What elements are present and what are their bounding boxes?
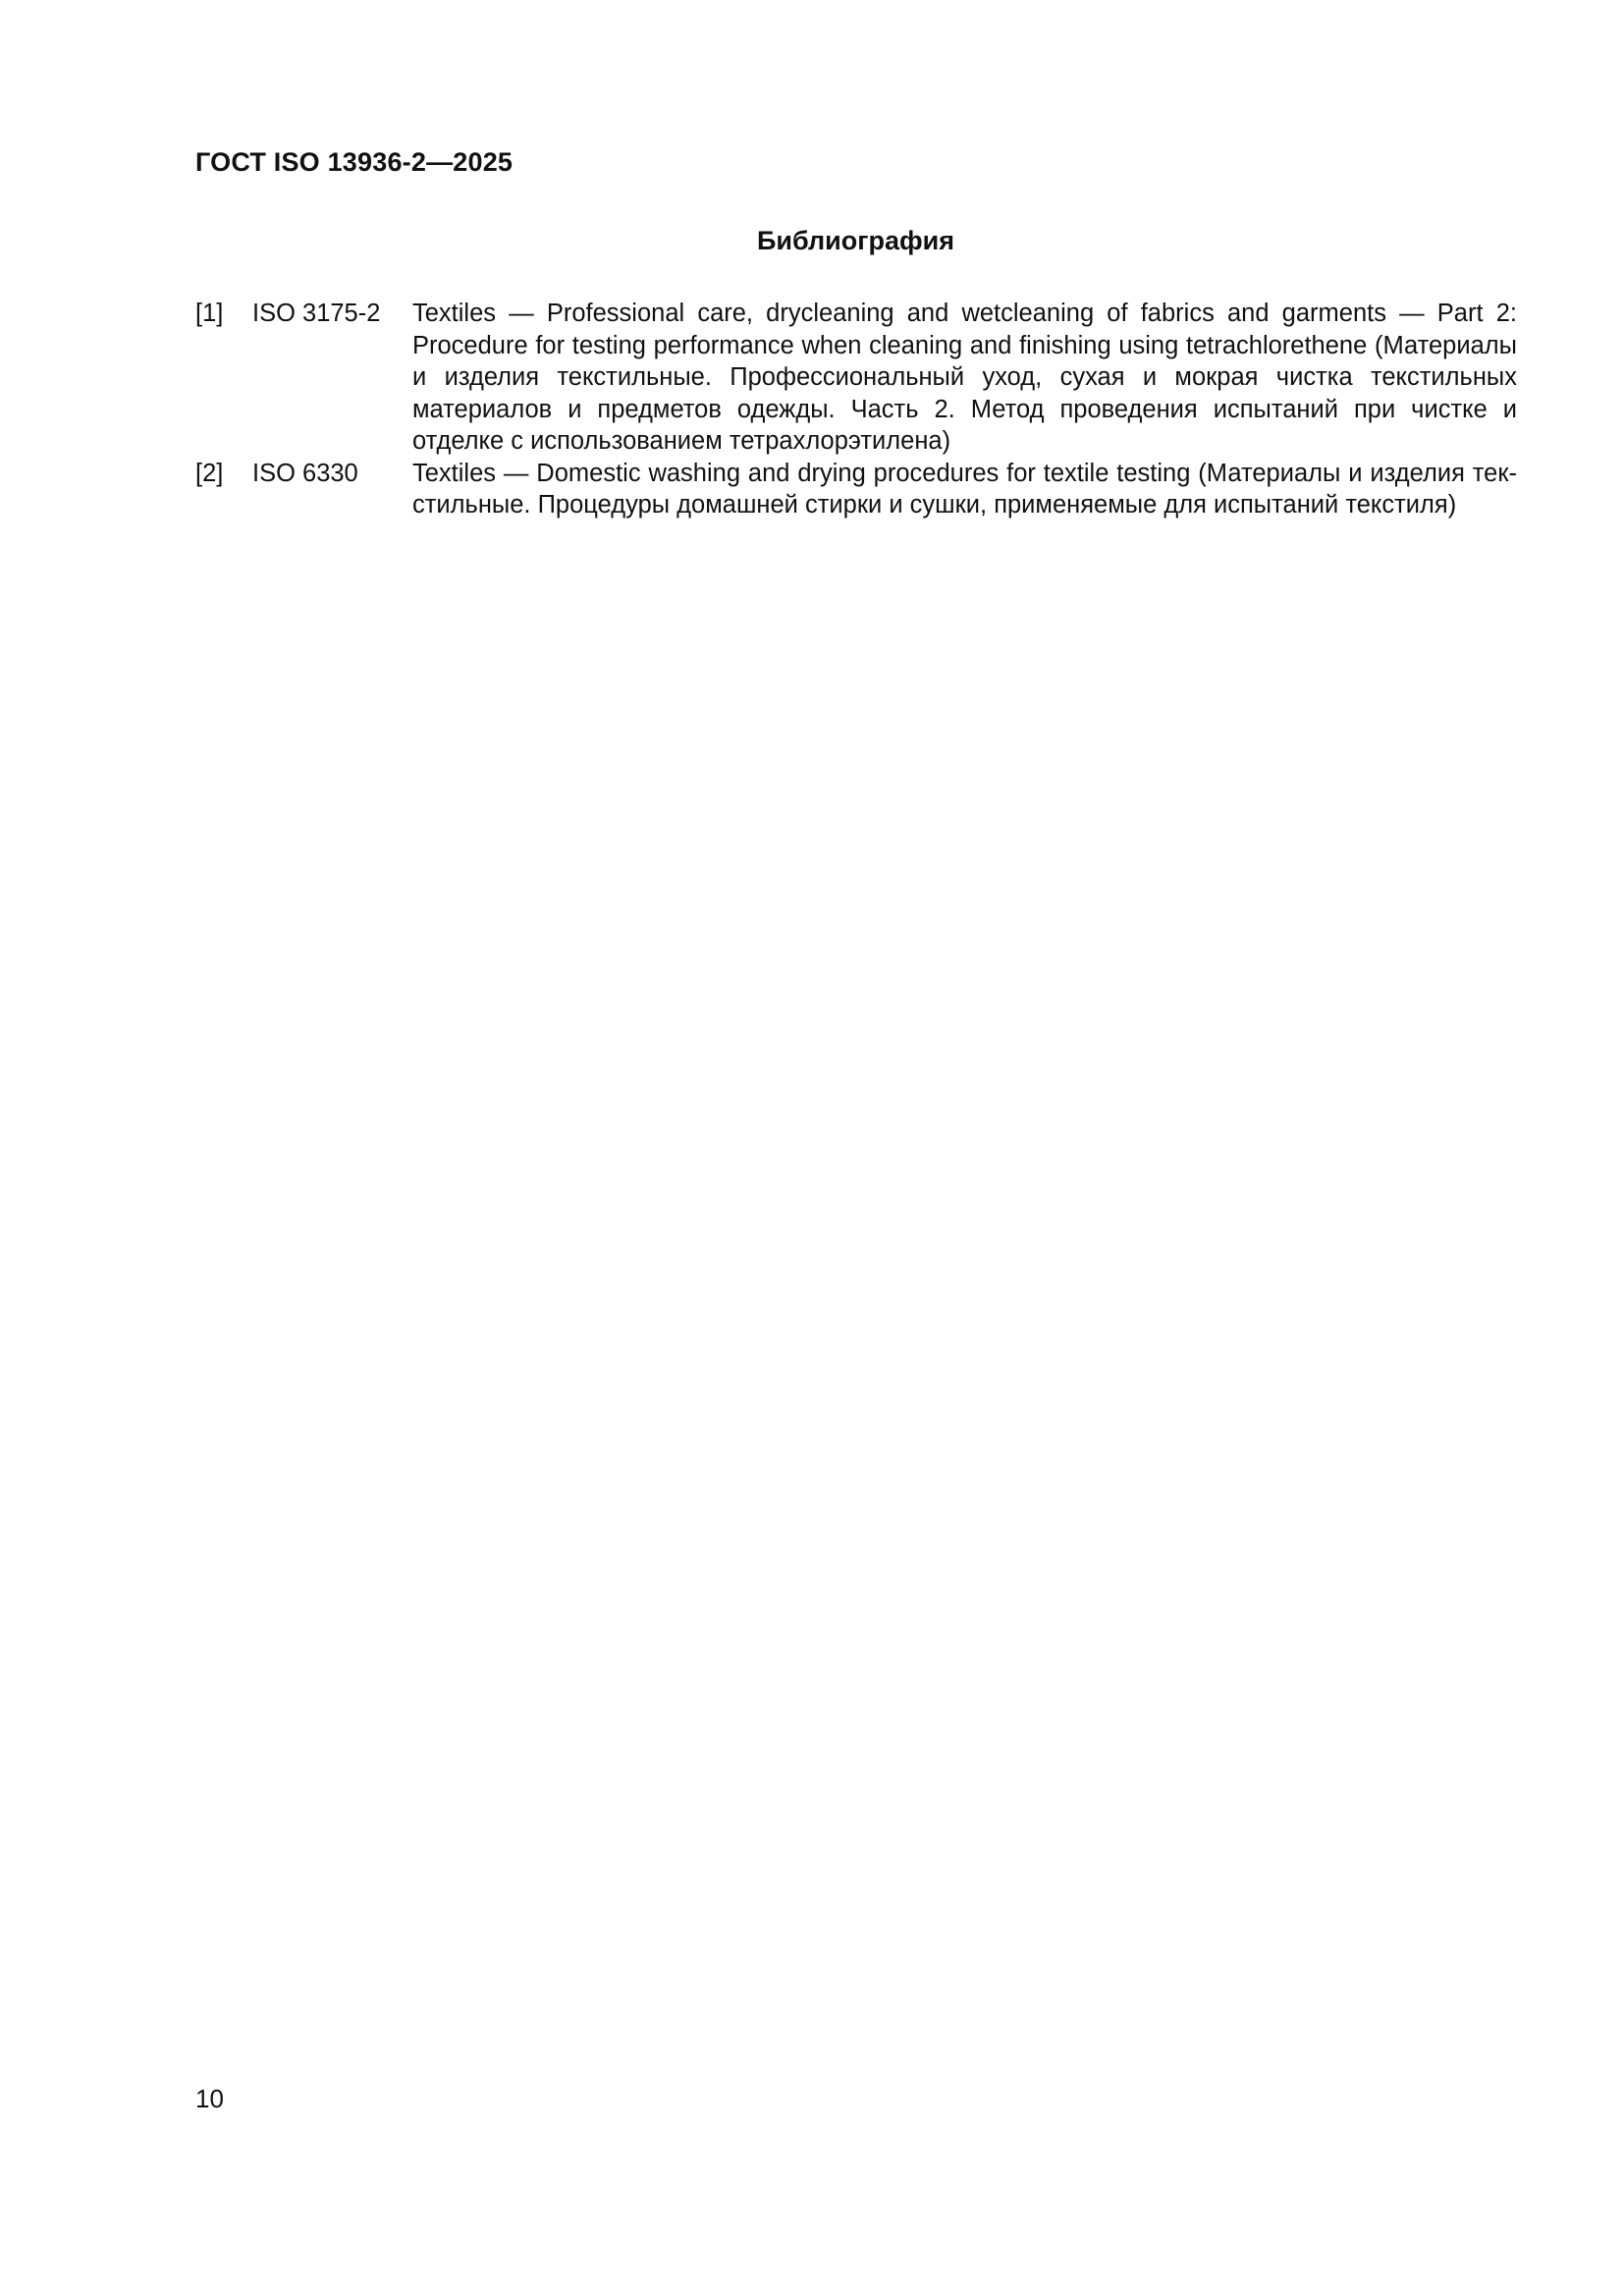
entry-standard-code: ISO 3175-2 — [252, 300, 381, 327]
bibliography-entry — [195, 458, 1517, 521]
bibliography-title: Библиография — [757, 226, 954, 255]
entry-standard-code: ISO 6330 — [252, 459, 358, 487]
entry-description: Textiles — Domestic washing and drying procedures for textile testing (Материалы и изделия текстильные. Процедуры домашней стирки и сушки, применяемые для испытаний текстиля) — [412, 459, 1517, 519]
page-number: 10 — [195, 2084, 224, 2113]
bibliography-entry — [195, 298, 1517, 458]
document-code-header: ГОСТ ISO 13936-2—2025 — [195, 147, 514, 177]
bibliography-list — [195, 298, 1517, 521]
entry-description: Textiles — Professional care, drycleaning and wetcleaning of fabrics and garments — Part 2: Procedure for testing performance when cleaning and finishing using tetrachlorethene (Материалы и изделия текстильные. Профессиональный уход, сухая и мокрая чистка текстильных материалов и предметов одежды. Часть 2. Метод проведения испытаний при чистке и отделке с использованием тетрахлорэтилена) — [412, 300, 1517, 455]
entry-number: [2] — [195, 459, 224, 487]
entry-number: [1] — [195, 300, 224, 327]
